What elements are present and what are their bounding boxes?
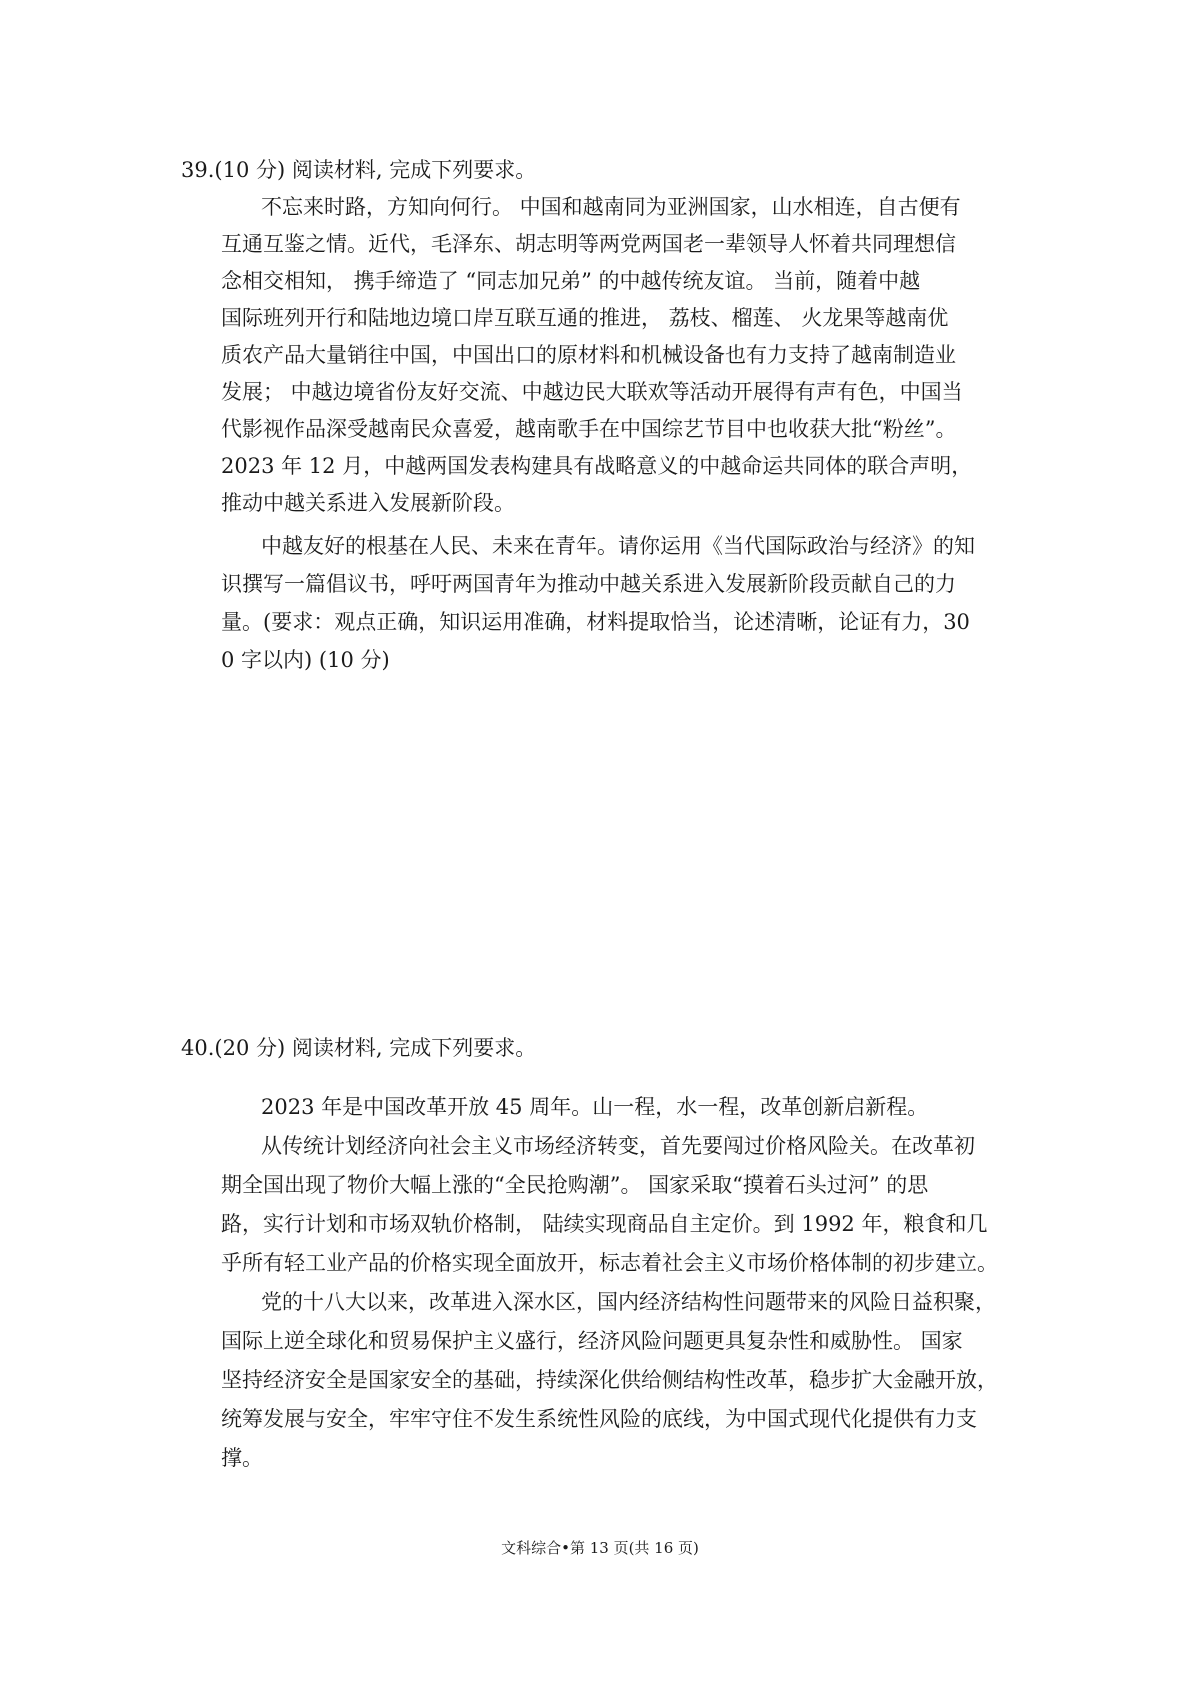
q40-line: 乎所有轻工业产品的价格实现全面放开，标志着社会主义市场价格体制的初步建立。 xyxy=(221,1251,998,1275)
q39-line: 2023 年 12 月，中越两国发表构建具有战略意义的中越命运共同体的联合声明， xyxy=(221,454,973,478)
q40-line: 党的十八大以来，改革进入深水区，国内经济结构性问题带来的风险日益积聚， xyxy=(261,1290,996,1314)
q39-line: 0 字以内) (10 分) xyxy=(221,648,390,672)
q39-line: 识撰写一篇倡议书，呼吁两国青年为推动中越关系进入发展新阶段贡献自己的力 xyxy=(221,572,956,596)
q39-line: 念相交相知， 携手缔造了 “同志加兄弟” 的中越传统友谊。 当前，随着中越 xyxy=(221,269,921,293)
q39-line: 质农产品大量销往中国，中国出口的原材料和机械设备也有力支持了越南制造业 xyxy=(221,343,956,367)
q40-line: 统筹发展与安全，牢牢守住不发生系统性风险的底线，为中国式现代化提供有力支 xyxy=(221,1407,977,1431)
q39-line: 量。(要求：观点正确，知识运用准确，材料提取恰当，论述清晰，论证有力，30 xyxy=(221,610,970,634)
q39-line: 中越友好的根基在人民、未来在青年。请你运用《当代国际政治与经济》的知 xyxy=(261,534,975,558)
q40-line: 撑。 xyxy=(221,1446,263,1470)
q40-line: 路，实行计划和市场双轨价格制， 陆续实现商品自主定价。到 1992 年，粮食和几 xyxy=(221,1212,988,1236)
q39-line: 国际班列开行和陆地边境口岸互联互通的推进， 荔枝、榴莲、 火龙果等越南优 xyxy=(221,306,949,330)
q39-line: 互通互鉴之情。近代，毛泽东、胡志明等两党两国老一辈领导人怀着共同理想信 xyxy=(221,232,956,256)
q40-line: 2023 年是中国改革开放 45 周年。山一程，水一程，改革创新启新程。 xyxy=(261,1095,929,1119)
q39-line: 不忘来时路，方知向何行。 中国和越南同为亚洲国家，山水相连，自古便有 xyxy=(261,195,961,219)
q40-line: 期全国出现了物价大幅上涨的“全民抢购潮”。 国家采取“摸着石头过河” 的思 xyxy=(221,1173,929,1197)
q39-line: 代影视作品深受越南民众喜爱，越南歌手在中国综艺节目中也收获大批“粉丝”。 xyxy=(221,417,957,441)
q40-line: 从传统计划经济向社会主义市场经济转变，首先要闯过价格风险关。在改革初 xyxy=(261,1134,975,1158)
page-footer: 文科综合•第 13 页(共 16 页) xyxy=(501,1539,699,1557)
q39-line: 推动中越关系进入发展新阶段。 xyxy=(221,491,515,515)
question-39-heading: 39.(10 分) 阅读材料, 完成下列要求。 xyxy=(181,158,537,182)
question-40-heading: 40.(20 分) 阅读材料, 完成下列要求。 xyxy=(181,1036,537,1060)
q40-line: 国际上逆全球化和贸易保护主义盛行，经济风险问题更具复杂性和威胁性。 国家 xyxy=(221,1329,963,1353)
q40-line: 坚持经济安全是国家安全的基础，持续深化供给侧结构性改革，稳步扩大金融开放， xyxy=(221,1368,998,1392)
q39-line: 发展； 中越边境省份友好交流、中越边民大联欢等活动开展得有声有色，中国当 xyxy=(221,380,963,404)
